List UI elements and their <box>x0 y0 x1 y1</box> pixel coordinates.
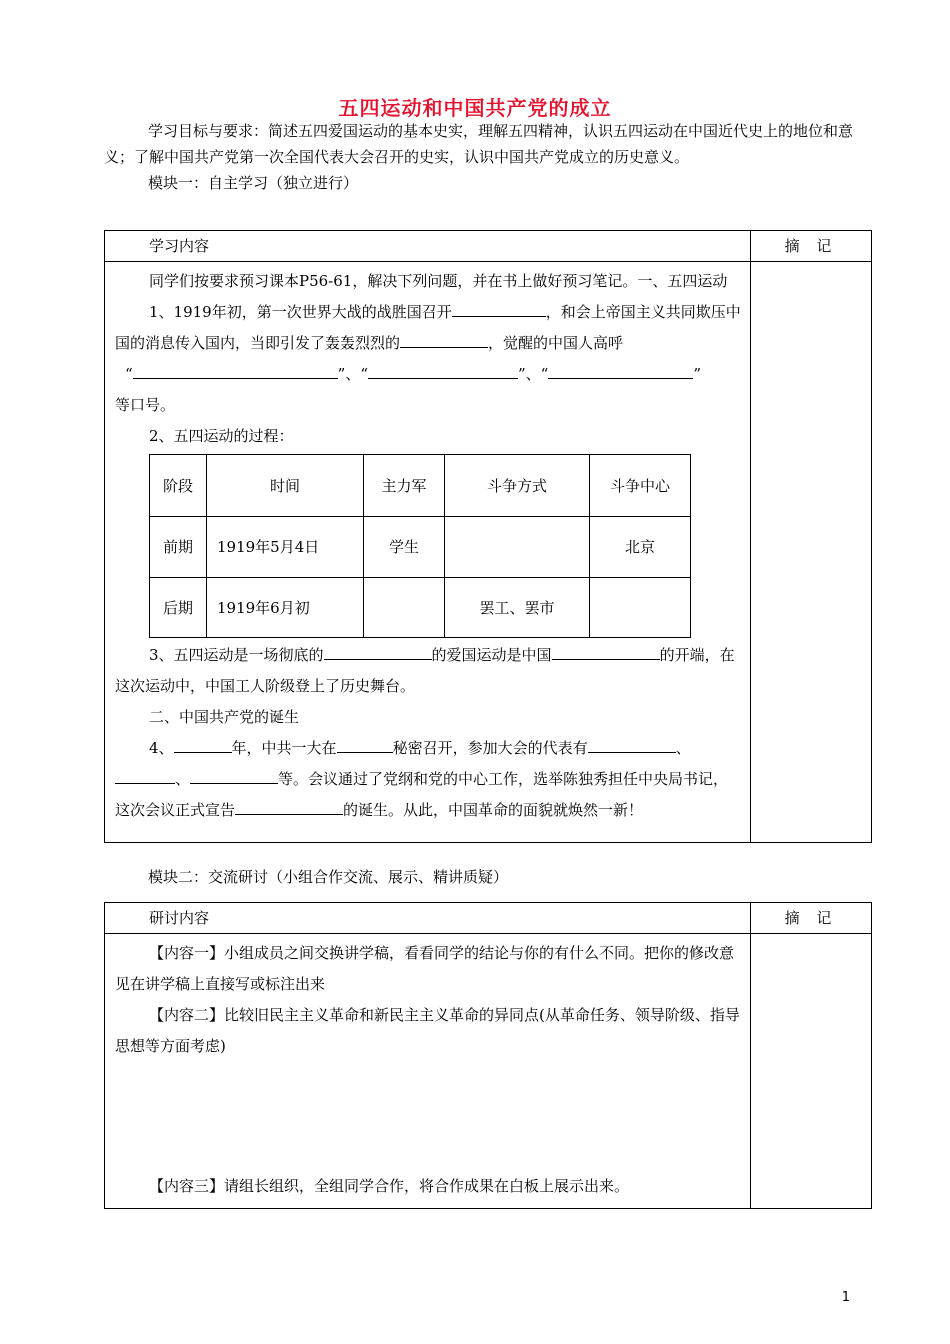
item-1-text: 小组成员之间交换讲学稿，看看同学的结论与你的有什么不同。把你的修改意见在讲学稿上直接写或标注出来 <box>115 944 735 993</box>
item-1-tag: 【内容一】 <box>149 944 225 962</box>
discussion-item-1 <box>115 938 742 1000</box>
quote-mark: “ <box>125 365 133 383</box>
section-two-heading: 二、中国共产党的诞生 <box>149 708 300 726</box>
process-header-force: 主力军 <box>364 455 445 517</box>
quote-mark: ”、“ <box>337 365 369 383</box>
q4-text-e: 、 <box>175 770 191 788</box>
discussion-item-3: 【内容三】请组长组织，全组同学合作，将合作成果在白板上展示出来。 <box>149 1177 630 1195</box>
q3-text-a: 3、五四运动是一场彻底的 <box>149 646 324 664</box>
q3-text-b: 的爱国运动是中国 <box>431 646 552 664</box>
module-two-header-content: 研讨内容 <box>105 903 751 934</box>
q1-blank-1[interactable] <box>452 298 546 317</box>
module-two-header-notes: 摘 记 <box>751 903 872 934</box>
process-header-center: 斗争中心 <box>590 455 691 517</box>
process-cell: 前期 <box>150 517 207 578</box>
module-one-header-content: 学习内容 <box>105 231 751 262</box>
module-two-table <box>104 902 872 1209</box>
process-header-method: 斗争方式 <box>445 455 590 517</box>
process-header-stage: 阶段 <box>150 455 207 517</box>
q4-text-g: 的诞生。从此，中国革命的面貌就焕然一新！ <box>343 801 644 819</box>
q3-blank-1[interactable] <box>324 641 432 660</box>
q3-text-c: 的开端，在这次运动中，中国工人阶级登上了历史舞台。 <box>115 646 735 695</box>
module-one-header-notes: 摘 记 <box>751 231 872 262</box>
question-3 <box>115 640 742 702</box>
q4-blank-rep-3[interactable] <box>190 765 278 784</box>
item-2-text: 比较旧民主主义革命和新民主主义革命的异同点(从革命任务、领导阶级、指导思想等方面考虑) <box>115 1006 740 1055</box>
q1-text-b: ，和会上帝国主义共同欺压中国的消息传入国内，当即引发了轰轰烈烈的 <box>115 303 741 352</box>
q4-blank-party[interactable] <box>235 796 343 815</box>
q4-blank-place[interactable] <box>337 734 393 753</box>
q4-text-a: 4、 <box>149 739 174 757</box>
q4-text-b: 年，中共一大在 <box>231 739 337 757</box>
q3-blank-2[interactable] <box>552 641 660 660</box>
slogan-blank-1[interactable] <box>133 360 338 379</box>
quote-mark: ” <box>693 365 702 383</box>
module-one-intro: 同学们按要求预习课本P56-61，解决下列问题，并在书上做好预习笔记。一、五四运动 <box>149 272 728 290</box>
discussion-item-2 <box>115 1000 742 1062</box>
process-header-time: 时间 <box>207 455 364 517</box>
module-one-table <box>104 230 872 843</box>
process-cell-blank[interactable] <box>445 517 590 578</box>
question-1-slogans <box>115 359 742 390</box>
process-cell: 学生 <box>364 517 445 578</box>
q4-blank-rep-1[interactable] <box>588 734 676 753</box>
process-table <box>149 454 691 638</box>
q4-text-d: 、 <box>675 739 691 757</box>
slogan-blank-2[interactable] <box>368 360 518 379</box>
q1-text-a: 1、1919年初，第一次世界大战的战胜国召开 <box>149 303 452 321</box>
page-number: 1 <box>841 1290 850 1305</box>
q4-blank-year[interactable] <box>174 734 232 753</box>
item-2-tag: 【内容二】 <box>149 1006 225 1024</box>
process-cell: 1919年5月4日 <box>207 517 364 578</box>
process-cell: 后期 <box>150 578 207 638</box>
q1-text-c: ，觉醒的中国人高呼 <box>488 334 624 352</box>
q4-text-c: 秘密召开，参加大会的代表有 <box>392 739 588 757</box>
module-two-label: 模块二：交流研讨（小组合作交流、展示、精讲质疑） <box>148 868 509 886</box>
q4-blank-rep-2[interactable] <box>115 765 175 784</box>
process-cell: 1919年6月初 <box>207 578 364 638</box>
learning-goals: 学习目标与要求：简述五四爱国运动的基本史实，理解五四精神，认识五四运动在中国近代史上的地位和意义；了解中国共产党第一次全国代表大会召开的史实，认识中国共产党成立的历史意义。 <box>104 122 854 166</box>
question-4 <box>115 733 742 826</box>
document-title: 五四运动和中国共产党的成立 <box>338 96 612 120</box>
module-one-content-cell <box>105 262 751 843</box>
quote-mark: ”、“ <box>518 365 549 383</box>
question-2: 2、五四运动的过程： <box>149 427 294 445</box>
process-cell-blank[interactable] <box>364 578 445 638</box>
q4-text-f: 等。会议通过了党纲和党的中心工作，选举陈独秀担任中央局书记，这次会议正式宣告 <box>115 770 729 819</box>
module-one-notes-cell[interactable] <box>751 262 872 843</box>
module-one-label: 模块一：自主学习（独立进行） <box>148 174 359 192</box>
module-two-content-cell <box>105 934 751 1209</box>
process-cell: 北京 <box>590 517 691 578</box>
module-two-notes-cell[interactable] <box>751 934 872 1209</box>
question-1 <box>115 297 742 359</box>
q1-blank-2[interactable] <box>400 329 488 348</box>
process-cell: 罢工、罢市 <box>445 578 590 638</box>
slogan-blank-3[interactable] <box>548 360 693 379</box>
question-1-end: 等口号。 <box>115 396 176 414</box>
process-cell-blank[interactable] <box>590 578 691 638</box>
